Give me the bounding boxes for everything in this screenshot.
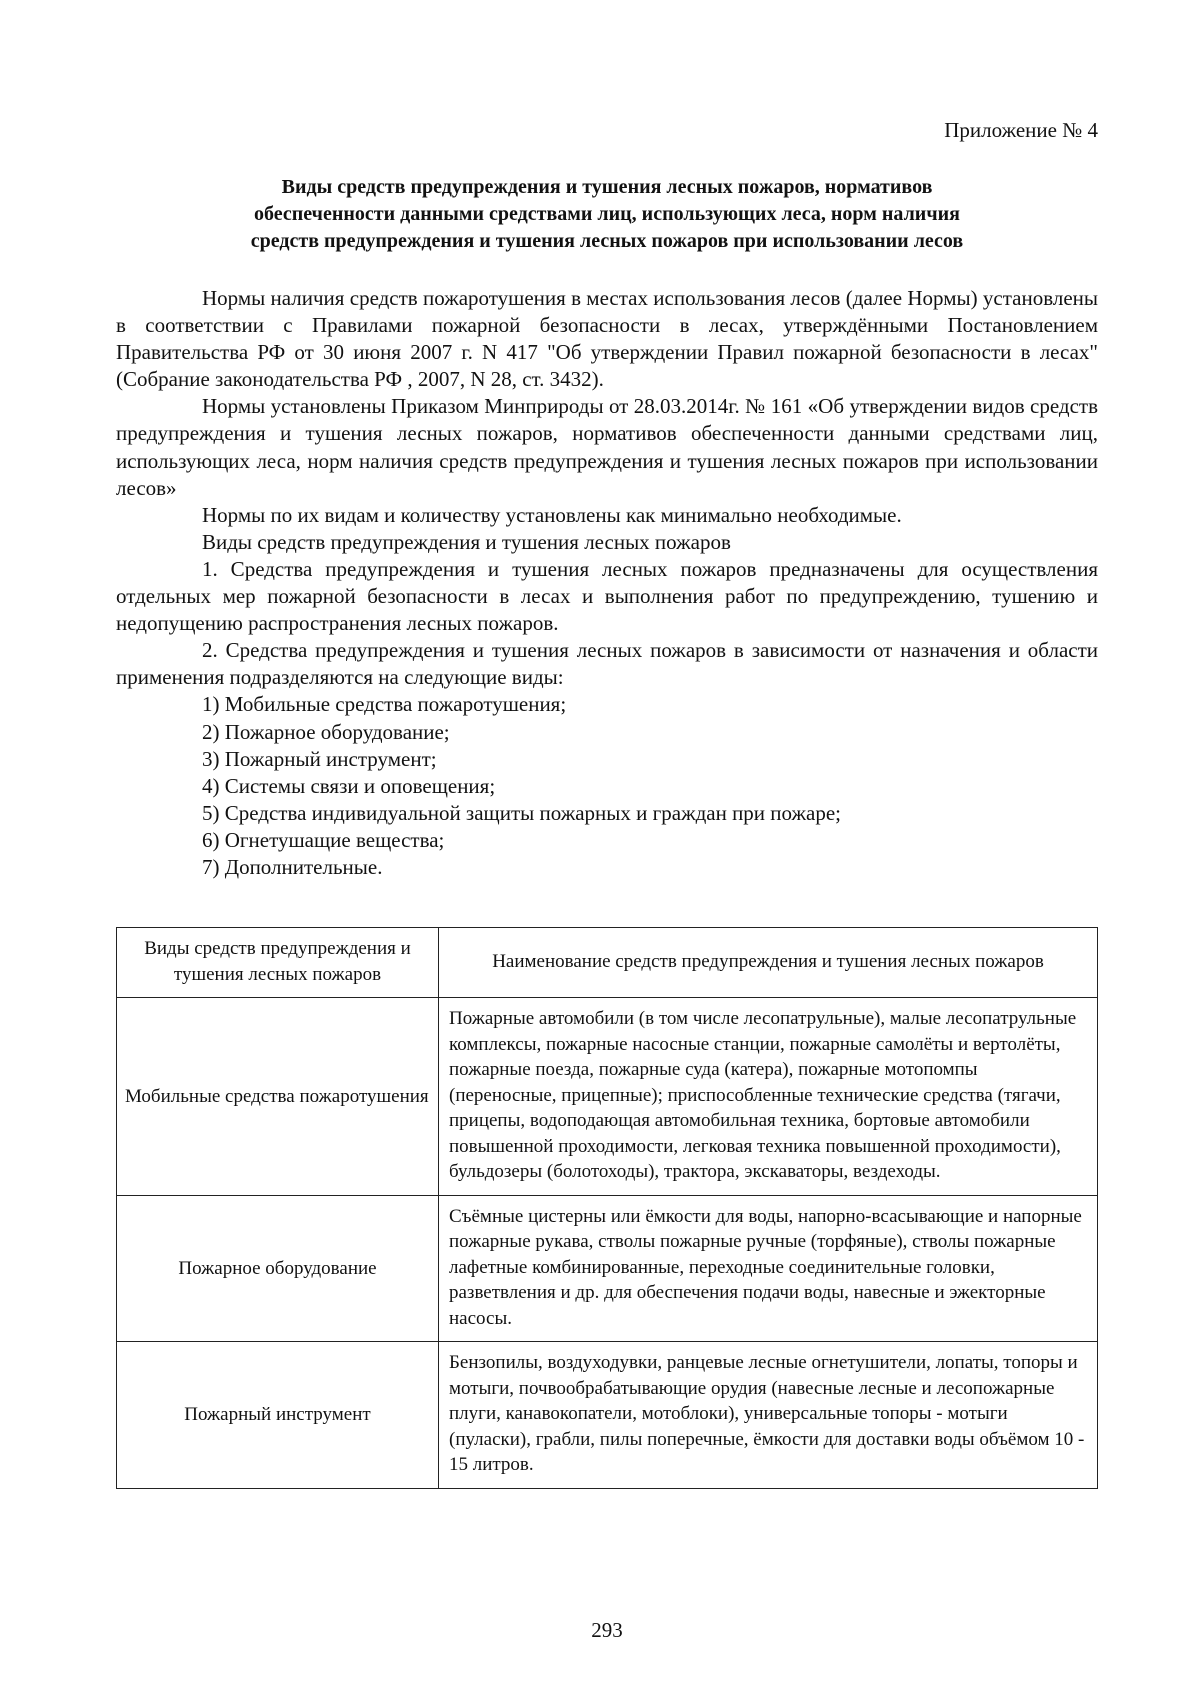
title-line: Виды средств предупреждения и тушения лесных пожаров, нормативов (281, 176, 933, 198)
document-title (116, 174, 1098, 255)
paragraph-classification: 2. Средства предупреждения и тушения лесных пожаров в зависимости от назначения и области применения подразделяются на следующие виды: (116, 638, 1098, 690)
paragraph-purpose: 1. Средства предупреждения и тушения лесных пожаров предназначены для осуществления отдельных мер пожарной безопасности в лесах и выполнения работ по предупреждению, тушению и недопущению распространения лесных пожаров. (116, 556, 1098, 636)
column-header-kind: Виды средств предупреждения и тушения лесных пожаров (117, 928, 439, 998)
document-page (116, 0, 1098, 1697)
list-item: 2) Пожарное оборудование; (202, 719, 450, 744)
table-row (117, 998, 1098, 1196)
appendix-label: Приложение № 4 (944, 118, 1098, 142)
list-item: 1) Мобильные средства пожаротушения; (202, 692, 567, 717)
list-item: 7) Дополнительные. (202, 854, 383, 879)
paragraph-norms-basis: Нормы наличия средств пожаротушения в местах использования лесов (далее Нормы) установлены в соответствии с Правилами пожарной безопасности в лесах, утверждёнными Постановлением Правительства РФ от 30 июня 2007 г. N 417 "Об утверждении Правил пожарной безопасности в лесах" (Собрание законодательства РФ , 2007, N 28, ст. 3432). (116, 286, 1098, 392)
paragraph-minimum: Нормы по их видам и количеству установлены как минимально необходимые. (202, 502, 902, 527)
title-line: средств предупреждения и тушения лесных пожаров при использовании лесов (250, 230, 964, 252)
table-cell-items: Съёмные цистерны или ёмкости для воды, напорно-всасывающие и напорные пожарные рукава, стволы пожарные ручные (торфяные), стволы пожарные лафетные комбинированные, переходные соединительные головки, разветвления и др. для обеспечения подачи воды, навесные и эжекторные насосы. (439, 1195, 1098, 1342)
table-header-row (117, 928, 1098, 998)
page-number: 293 (591, 1618, 623, 1642)
list-item: 4) Системы связи и оповещения; (202, 773, 496, 798)
table-cell-kind: Пожарный инструмент (117, 1342, 439, 1489)
title-line: обеспеченности данными средствами лиц, использующих леса, норм наличия (254, 203, 960, 225)
table-row (117, 1342, 1098, 1489)
table-cell-items: Бензопилы, воздуходувки, ранцевые лесные огнетушители, лопаты, топоры и мотыги, почвообрабатывающие орудия (навесные лесные и лесопожарные плуги, канавокопатели, мотоблоки), универсальные топоры - мотыги (пуласки), грабли, пилы поперечные, ёмкости для доставки воды объёмом 10 - 15 литров. (439, 1342, 1098, 1489)
table-cell-kind: Пожарное оборудование (117, 1195, 439, 1342)
table-cell-kind: Мобильные средства пожаротушения (117, 998, 439, 1196)
paragraph-order: Нормы установлены Приказом Минприроды от 28.03.2014г. № 161 «Об утверждении видов средств предупреждения и тушения лесных пожаров, нормативов обеспеченности данными средствами лиц, использующих леса, норм наличия средств предупреждения и тушения лесных пожаров при использовании лесов» (116, 394, 1098, 500)
table-cell-items: Пожарные автомобили (в том числе лесопатрульные), малые лесопатрульные комплексы, пожарные насосные станции, пожарные самолёты и вертолёты, пожарные поезда, пожарные суда (катера), пожарные мотопомпы (переносные, прицепные); приспособленные технические средства (тягачи, прицепы, водоподающая автомобильная техника, бортовые автомобили повышенной проходимости, легковая техника повышенной проходимости), бульдозеры (болотоходы), трактора, экскаваторы, вездеходы. (439, 998, 1098, 1196)
paragraph-types-heading: Виды средств предупреждения и тушения лесных пожаров (202, 529, 731, 554)
column-header-items: Наименование средств предупреждения и тушения лесных пожаров (439, 928, 1098, 998)
list-item: 6) Огнетушащие вещества; (202, 827, 445, 852)
body-text (116, 285, 1098, 881)
list-item: 3) Пожарный инструмент; (202, 746, 437, 771)
means-table (116, 927, 1098, 1489)
list-item: 5) Средства индивидуальной защиты пожарных и граждан при пожаре; (202, 800, 841, 825)
types-list (116, 691, 1098, 881)
table-row (117, 1195, 1098, 1342)
